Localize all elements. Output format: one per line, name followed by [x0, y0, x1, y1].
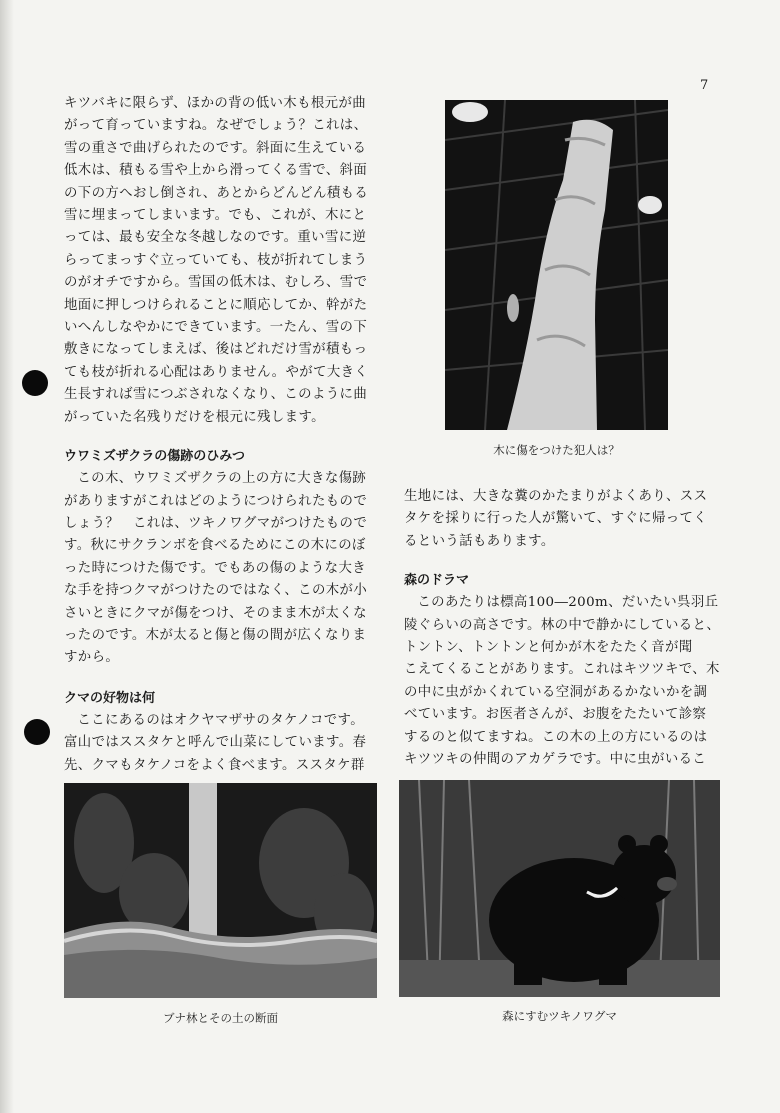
text-line: いへんしなやかにできています。一たん、雪の下: [64, 320, 368, 336]
text-line: 生長すれば雪につぶされなくなり、このように曲: [64, 387, 368, 403]
text-line: べています。お医者さんが、お腹をたたいて診察: [404, 707, 707, 723]
text-line: のがオチですから。雪国の低木は、むしろ、雪で: [64, 275, 368, 291]
section-heading-forest-drama: 森のドラマ: [404, 573, 470, 589]
text-line: 雪に埋まってしまいます。でも、これが、木にと: [64, 208, 367, 224]
text-line: さいときにクマが傷をつけ、そのまま木が太くな: [64, 605, 367, 621]
beech-photo-caption: ブナ林とその土の断面: [163, 1011, 278, 1025]
beech-forest-illustration: [64, 783, 377, 998]
text-line: タケを採りに行った人が驚いて、すぐに帰ってく: [404, 511, 708, 527]
left-column: [64, 93, 382, 777]
tree-trunk-illustration: [445, 100, 668, 430]
text-line: 低木は、積もる雪や上から滑ってくる雪で、斜面: [64, 163, 368, 179]
text-line: この木、ウワミズザクラの上の方に大きな傷跡: [77, 471, 367, 487]
bear-photo-caption: 森にすむツキノワグマ: [502, 1009, 617, 1023]
text-line: ここにあるのはオクヤマザサのタケノコです。: [77, 712, 365, 728]
forest-drama-paragraph: [404, 592, 722, 771]
text-line: な手を持つクマがつけたのではなく、この木が小: [64, 583, 368, 599]
text-line: す。秋にサクランボを食べるためにこの木にのぼ: [64, 538, 366, 554]
text-line: 富山ではススタケと呼んで山菜にしています。春: [64, 735, 367, 751]
page-number: 7: [700, 78, 709, 93]
text-line: るという話もあります。: [404, 533, 555, 549]
text-line: らってまっすぐ立っていても、枝が折れてしまう: [64, 252, 368, 268]
text-line: の下の方へおし倒され、あとからどんどん積もる: [64, 185, 369, 201]
intro-paragraph: [64, 93, 382, 429]
text-line: するのと似てますね。この木の上の方にいるのは: [404, 729, 708, 745]
text-line: がありますがこれはどのようにつけられたもので: [64, 493, 368, 509]
text-line: 陵ぐらいの高さです。林の中で静かにしていると、: [404, 617, 721, 633]
text-line: 地面に押しつけられることに順応してか、幹がた: [64, 297, 368, 313]
binder-hole-icon: [22, 370, 48, 396]
bird-cherry-paragraph: [64, 468, 382, 670]
text-line: トントン、トントンと何かが木をたたく音が聞: [404, 640, 693, 656]
text-line: すから。: [64, 650, 120, 666]
text-line: こえてくることがあります。これはキツツキで、木: [404, 662, 720, 678]
text-line: っては、最も安全な冬越しなのです。重い雪に逆: [64, 230, 367, 246]
black-bear-photo: [399, 780, 720, 997]
text-line: キツツキの仲間のアカゲラです。中に虫がいるこ: [404, 752, 707, 768]
text-line: 敷きになってしまえば、後はどれだけ雪が積もっ: [64, 342, 368, 358]
beech-forest-photo: [64, 783, 377, 998]
text-line: った時につけた傷です。でもあの傷のような大き: [64, 560, 367, 576]
text-line: ても枝が折れる心配はありません。やがて大きく: [64, 364, 369, 380]
text-line: がって育っていますね。なぜでしょう？これは、: [64, 118, 368, 134]
text-line: しょう？ これは、ツキノワグマがつけたもので: [64, 515, 368, 531]
binder-hole-icon: [24, 719, 50, 745]
text-line: ったのです。木が太ると傷と傷の間が広くなりま: [64, 627, 367, 643]
text-line: 生地には、大きな糞のかたまりがよくあり、スス: [404, 489, 708, 504]
text-line: このあたりは標高100―200m、だいたい呉羽丘: [417, 595, 719, 611]
bear-food-paragraph: [64, 710, 382, 777]
trunk-photo-caption: 木に傷をつけた犯人は？: [493, 443, 620, 457]
page-binding-shadow: [0, 0, 14, 1113]
text-line: キツバキに限らず、ほかの背の低い木も根元が曲: [64, 96, 367, 111]
tree-trunk-photo: [445, 100, 668, 430]
section-heading-bird-cherry-scars: ウワミズザクラの傷跡のひみつ: [64, 449, 245, 465]
right-column: [404, 486, 722, 771]
continuation-paragraph: [404, 486, 722, 553]
black-bear-illustration: [399, 780, 720, 997]
text-line: がっていた名残りだけを根元に残します。: [64, 409, 325, 425]
text-line: 先、クマもタケノコをよく食べます。ススタケ群: [64, 757, 365, 773]
text-line: の中に虫がかくれている空洞があるかないかを調: [404, 684, 708, 700]
section-heading-bear-favorite-food: クマの好物は何: [64, 690, 156, 706]
text-line: 雪の重さで曲げられたのです。斜面に生えている: [64, 140, 367, 156]
